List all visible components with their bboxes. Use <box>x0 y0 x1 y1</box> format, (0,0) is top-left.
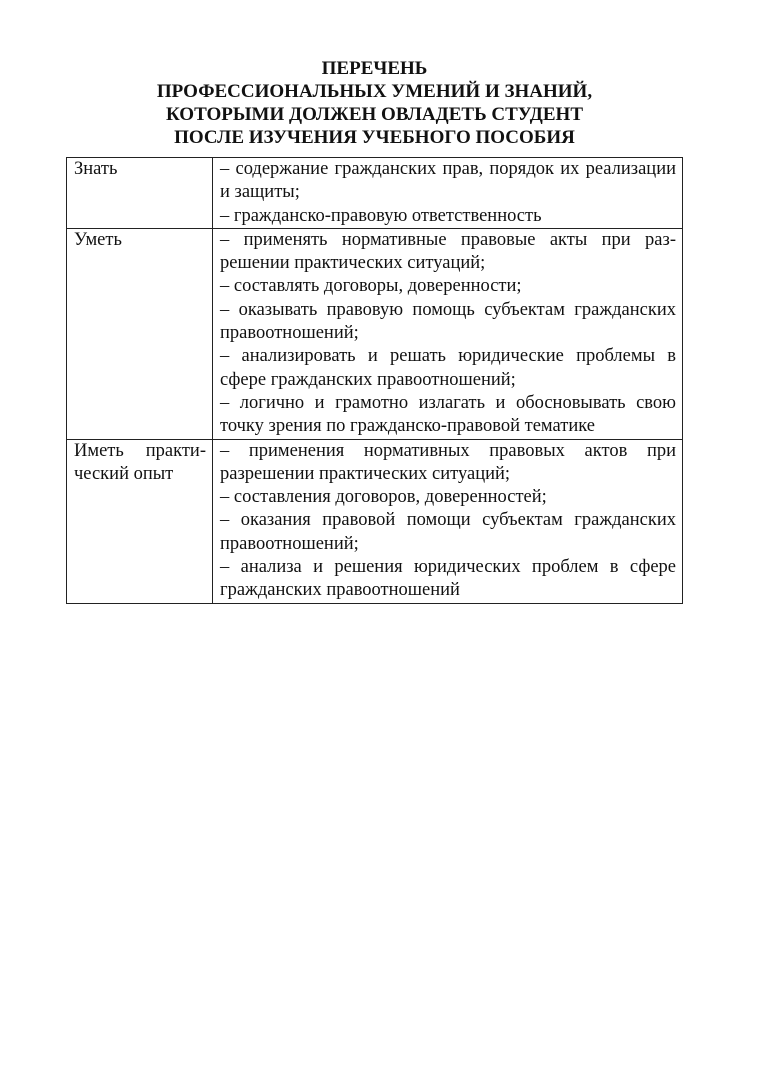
row-label: Иметь практический опыт <box>74 440 206 484</box>
list-item: – оказывать правовую помощь субъектам гражданских правоотношений; <box>220 299 676 344</box>
table-row-be-able <box>67 228 683 439</box>
list-item: – применения нормативных правовых актов при разрешении практических ситуаций; <box>220 440 676 484</box>
row-label: Уметь <box>74 229 122 250</box>
list-item: – логично и грамотно излагать и обосновывать свою точку зрения по гражданско-правовой тематике <box>220 392 676 437</box>
list-item: – составлять договоры, доверенности; <box>220 276 522 297</box>
list-item: – анализировать и решать юридические проблемы в сфере гражданских правоотношений; <box>220 346 676 390</box>
document-title <box>66 57 683 149</box>
list-item: – применять нормативные правовые акты при разрешении практических ситуаций; <box>220 229 676 274</box>
title-line-4: ПОСЛЕ ИЗУЧЕНИЯ УЧЕБНОГО ПОСОБИЯ <box>174 127 575 148</box>
row-label: Знать <box>74 159 118 179</box>
row-items-cell <box>213 158 683 229</box>
row-label-cell <box>67 228 213 439</box>
list-item: – анализа и решения юридических проблем в сфере гражданских правоотношений <box>220 557 676 601</box>
row-label-cell <box>67 439 213 603</box>
title-line-3: КОТОРЫМИ ДОЛЖЕН ОВЛАДЕТЬ СТУДЕНТ <box>165 104 583 125</box>
table-row-practical-experience <box>67 439 683 603</box>
title-line-1: ПЕРЕЧЕНЬ <box>321 58 428 79</box>
row-label-cell <box>67 158 213 229</box>
competency-table <box>66 157 683 604</box>
row-items-cell <box>213 439 683 603</box>
list-item: – гражданско-правовую ответственность <box>220 205 542 226</box>
list-item: – оказания правовой помощи субъектам гражданских правоотношений; <box>220 510 676 554</box>
title-line-2: ПРОФЕССИОНАЛЬНЫХ УМЕНИЙ И ЗНАНИЙ, <box>156 81 593 102</box>
row-items-cell <box>213 228 683 439</box>
table-row-know <box>67 158 683 229</box>
list-item: – содержание гражданских прав, порядок их реализации и защиты; <box>220 159 676 203</box>
list-item: – составления договоров, доверенностей; <box>220 487 547 508</box>
